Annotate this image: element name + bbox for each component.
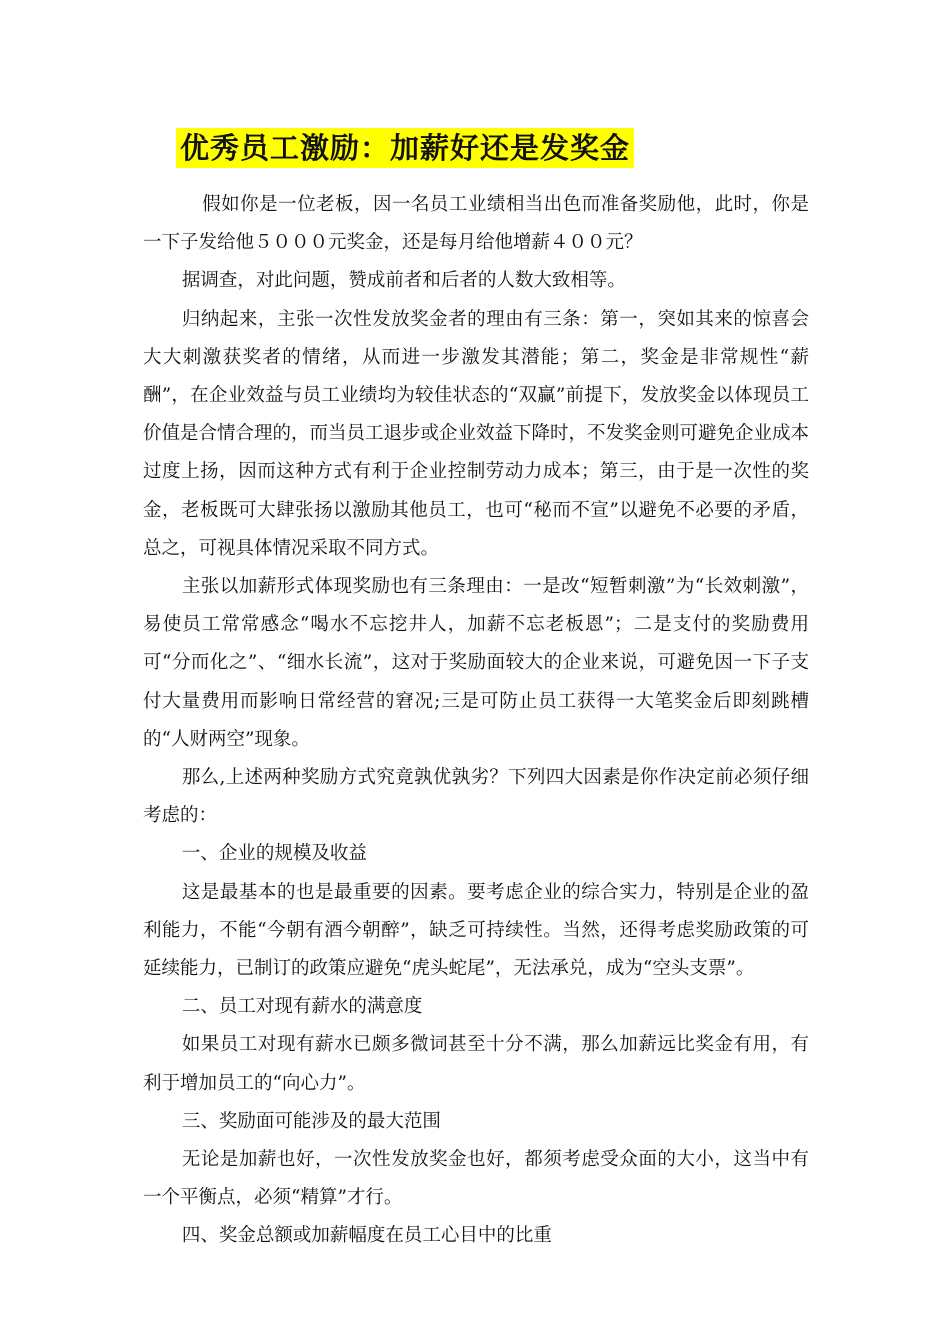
section-body-1: 这是最基本的也是最重要的因素。要考虑企业的综合实力，特别是企业的盈利能力，不能“今朝有酒今朝醉”，缺乏可持续性。当然，还得考虑奖励政策的可延续能力，已制订的政策应避免“虎头蛇尾”，无法承兑，成为“空头支票”。 [143, 881, 809, 980]
section-body-2: 如果员工对现有薪水已颇多微词甚至十分不满，那么加薪远比奖金有用，有利于增加员工的“向心力”。 [143, 1034, 809, 1094]
paragraph-bonus-reasons: 归纳起来，主张一次性发放奖金者的理由有三条：第一，突如其来的惊喜会大大刺激获奖者的情绪，从而进一步激发其潜能；第二，奖金是非常规性“薪酬”，在企业效益与员工业绩均为较佳状态的“双赢”前提下，发放奖金以体现员工价值是合情合理的，而当员工退步或企业效益下降时，不发奖金则可避免企业成本过度上扬，因而这种方式有利于企业控制劳动力成本；第三，由于是一次性的奖金，老板既可大肆张扬以激励其他员工，也可“秘而不宣”以避免不必要的矛盾，总之，可视具体情况采取不同方式。 [143, 308, 810, 559]
section-heading-1: 一、企业的规模及收益 [181, 843, 367, 865]
section-heading-4: 四、奖金总额或加薪幅度在员工心目中的比重 [181, 1225, 552, 1247]
section-heading-2: 二、员工对现有薪水的满意度 [181, 996, 423, 1018]
paragraph-survey: 据调查，对此问题，赞成前者和后者的人数大致相等。 [181, 270, 626, 292]
paragraph-raise-reasons: 主张以加薪形式体现奖励也有三条理由：一是改“短暂刺激”为“长效刺激”，易使员工常常感念“喝水不忘挖井人，加薪不忘老板恩”；二是支付的奖励费用可“分而化之”、“细水长流”，这对于奖励面较大的企业来说，可避免因一下子支付大量费用而影响日常经营的窘况;三是可防止员工获得一大笔奖金后即刻跳槽的“人财两空”现象。 [143, 576, 809, 750]
document-body [143, 186, 809, 1256]
paragraph-four-factors: 那么,上述两种奖励方式究竟孰优孰劣？下列四大因素是你作决定前必须仔细考虑的： [143, 767, 809, 827]
section-heading-3: 三、奖励面可能涉及的最大范围 [181, 1110, 441, 1132]
document-title: 优秀员工激励：加薪好还是发奖金 [176, 128, 634, 168]
paragraph-intro: 假如你是一位老板，因一名员工业绩相当出色而准备奖励他，此时，你是一下子发给他５０００元奖金，还是每月给他增薪４００元？ [143, 194, 809, 254]
section-body-3: 无论是加薪也好，一次性发放奖金也好，都须考虑受众面的大小，这当中有一个平衡点，必须“精算”才行。 [143, 1149, 809, 1209]
title-container [176, 128, 634, 168]
